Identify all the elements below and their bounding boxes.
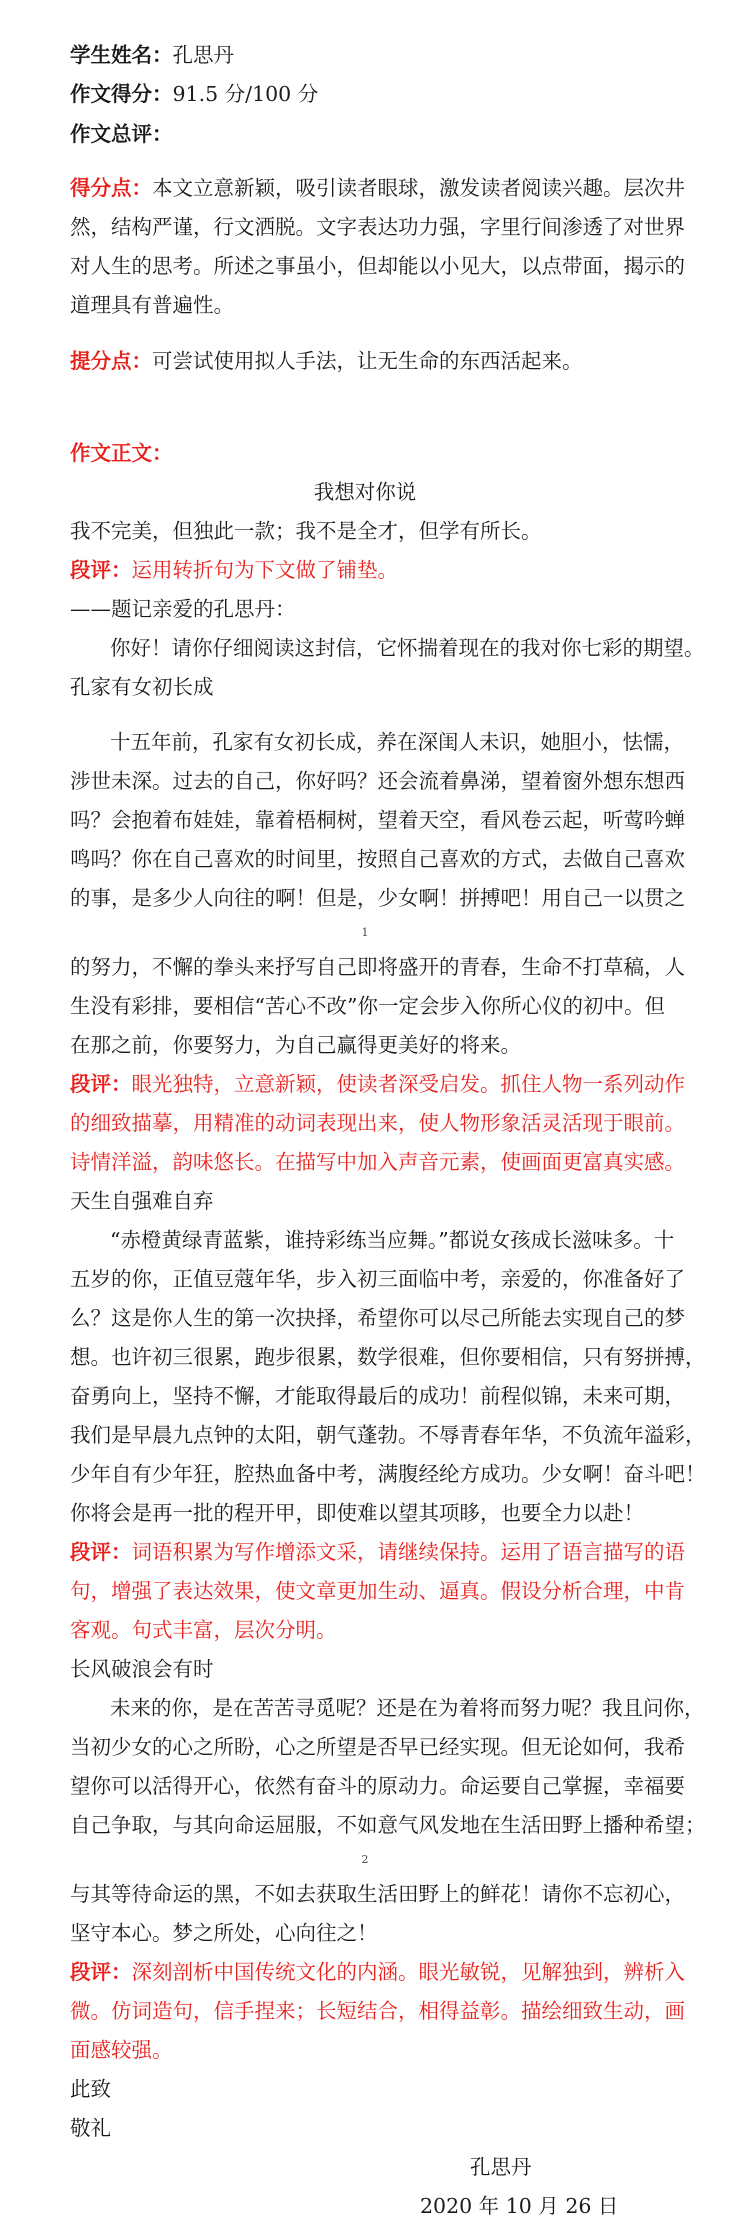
subheading-3: 长风破浪会有时 — [70, 1657, 214, 1681]
essay-line: 望你可以活得开心，依然有奋斗的原动力。命运要自己掌握，幸福要 — [70, 1774, 685, 1798]
essay-line: 与其等待命运的黑，不如去获取生活田野上的鲜花！请你不忘初心， — [70, 1882, 685, 1906]
essay-line: 在那之前，你要努力，为自己赢得更美好的将来。 — [70, 1033, 521, 1057]
comment-3-line: 句，增强了表达效果，使文章更加生动、逼真。假设分析合理，中肯 — [70, 1579, 685, 1603]
comment-label: 段评： — [70, 558, 132, 582]
score-label: 作文得分： — [70, 82, 173, 106]
improve-row — [70, 351, 583, 372]
page-number: 1 — [361, 926, 369, 939]
essay-line: 未来的你，是在苦苦寻觅呢？还是在为着将而努力呢？我且问你， — [110, 1696, 705, 1720]
essay-line: 坚守本心。梦之所处，心向往之！ — [70, 1921, 378, 1945]
subheading-2: 天生自强难自弃 — [70, 1189, 214, 1213]
comment-3-line: 客观。句式丰富，层次分明。 — [70, 1618, 337, 1642]
improve-text: 可尝试使用拟人手法，让无生命的东西活起来。 — [152, 349, 583, 373]
points-line-4: 道理具有普遍性。 — [70, 293, 234, 317]
student-name-row — [70, 45, 234, 66]
essay-line: 少年自有少年狂，腔热血备中考，满腹经纶方成功。少女啊！奋斗吧！ — [70, 1462, 706, 1486]
essay-line: 吗？会抱着布娃娃，靠着梧桐树，望着天空，看风卷云起，听莺吟蝉 — [70, 808, 685, 832]
overall-review-heading: 作文总评： — [70, 122, 173, 146]
salutation: ——题记亲爱的孔思丹： — [70, 597, 296, 621]
closing-1: 此致 — [70, 2077, 111, 2101]
comment-2-line: 诗情洋溢，韵味悠长。在描写中加入声音元素，使画面更富真实感。 — [70, 1150, 685, 1174]
comment-2-line: 的细致描摹，用精准的动词表现出来，使人物形象活灵活现于眼前。 — [70, 1111, 685, 1135]
points-line-3: 对人生的思考。所述之事虽小，但却能以小见大，以点带面，揭示的 — [70, 254, 685, 278]
points-line-1: 得分点：本文立意新颖，吸引读者眼球，激发读者阅读兴趣。层次井 — [70, 176, 685, 200]
comment-1: 段评：运用转折句为下文做了铺垫。 — [70, 558, 398, 582]
essay-line: 想。也许初三很累，跑步很累，数学很难，但你要相信，只有努拼搏， — [70, 1345, 706, 1369]
essay-line: 自己争取，与其向命运屈服，不如意气风发地在生活田野上播种希望； — [70, 1813, 706, 1837]
essay-line: 十五年前，孔家有女初长成，养在深闺人未识，她胆小，怯懦， — [110, 730, 684, 754]
points-label: 得分点： — [70, 176, 152, 200]
essay-line: “赤橙黄绿青蓝紫，谁持彩练当应舞。”都说女孩成长滋味多。十 — [110, 1228, 675, 1252]
essay-line: 奋勇向上，坚持不懈，才能取得最后的成功！前程似锦，未来可期， — [70, 1384, 685, 1408]
score-row — [70, 84, 318, 105]
essay-line: 当初少女的心之所盼，心之所望是否早已经实现。但无论如何，我希 — [70, 1735, 685, 1759]
points-line-2: 然，结构严谨，行文洒脱。文字表达功力强，字里行间渗透了对世界 — [70, 215, 685, 239]
essay-line: 涉世未深。过去的自己，你好吗？还会流着鼻涕，望着窗外想东想西 — [70, 769, 685, 793]
improve-label: 提分点： — [70, 349, 152, 373]
essay-section-heading: 作文正文： — [70, 441, 173, 465]
subheading-1: 孔家有女初长成 — [70, 675, 214, 699]
essay-line: 生没有彩排，要相信“苦心不改”你一定会步入你所心仪的初中。但 — [70, 994, 665, 1018]
comment-2: 段评：眼光独特，立意新颖，使读者深受启发。抓住人物一系列动作 — [70, 1072, 685, 1096]
comment-4: 段评：深刻剖析中国传统文化的内涵。眼光敏锐，见解独到，辨析入 — [70, 1960, 685, 1984]
student-name-label: 学生姓名： — [70, 43, 173, 67]
score-value: 91.5 分/100 分 — [172, 82, 319, 106]
epigraph: 我不完美，但独此一款；我不是全才，但学有所长。 — [70, 519, 542, 543]
essay-line: 五岁的你，正值豆蔻年华，步入初三面临中考，亲爱的，你准备好了 — [70, 1267, 685, 1291]
essay-line: 的事，是多少人向往的啊！但是，少女啊！拼搏吧！用自己一以贯之 — [70, 886, 685, 910]
essay-line: 你好！请你仔细阅读这封信，它怀揣着现在的我对你七彩的期望。 — [110, 636, 705, 660]
page-number: 2 — [361, 1853, 369, 1866]
student-name: 孔思丹 — [172, 43, 234, 67]
essay-line: 我们是早晨九点钟的太阳，朝气蓬勃。不辱青春年华，不负流年溢彩， — [70, 1423, 706, 1447]
date: 2020 年 10 月 26 日 — [420, 2194, 619, 2218]
comment-4-line: 微。仿词造句，信手捏来；长短结合，相得益彰。描绘细致生动，画 — [70, 1999, 685, 2023]
essay-line: 鸣吗？你在自己喜欢的时间里，按照自己喜欢的方式，去做自己喜欢 — [70, 847, 685, 871]
signature: 孔思丹 — [470, 2155, 532, 2179]
closing-2: 敬礼 — [70, 2116, 111, 2140]
comment-4-line: 面感较强。 — [70, 2038, 173, 2062]
essay-line: 你将会是再一批的程开甲，即使难以望其项眵，也要全力以赴！ — [70, 1501, 644, 1525]
comment-3: 段评：词语积累为写作增添文采，请继续保持。运用了语言描写的语 — [70, 1540, 685, 1564]
essay-line: 么？这是你人生的第一次抉择，希望你可以尽己所能去实现自己的梦 — [70, 1306, 685, 1330]
essay-line: 的努力，不懈的拳头来抒写自己即将盛开的青春，生命不打草稿，人 — [70, 955, 685, 979]
essay-title: 我想对你说 — [313, 480, 417, 504]
